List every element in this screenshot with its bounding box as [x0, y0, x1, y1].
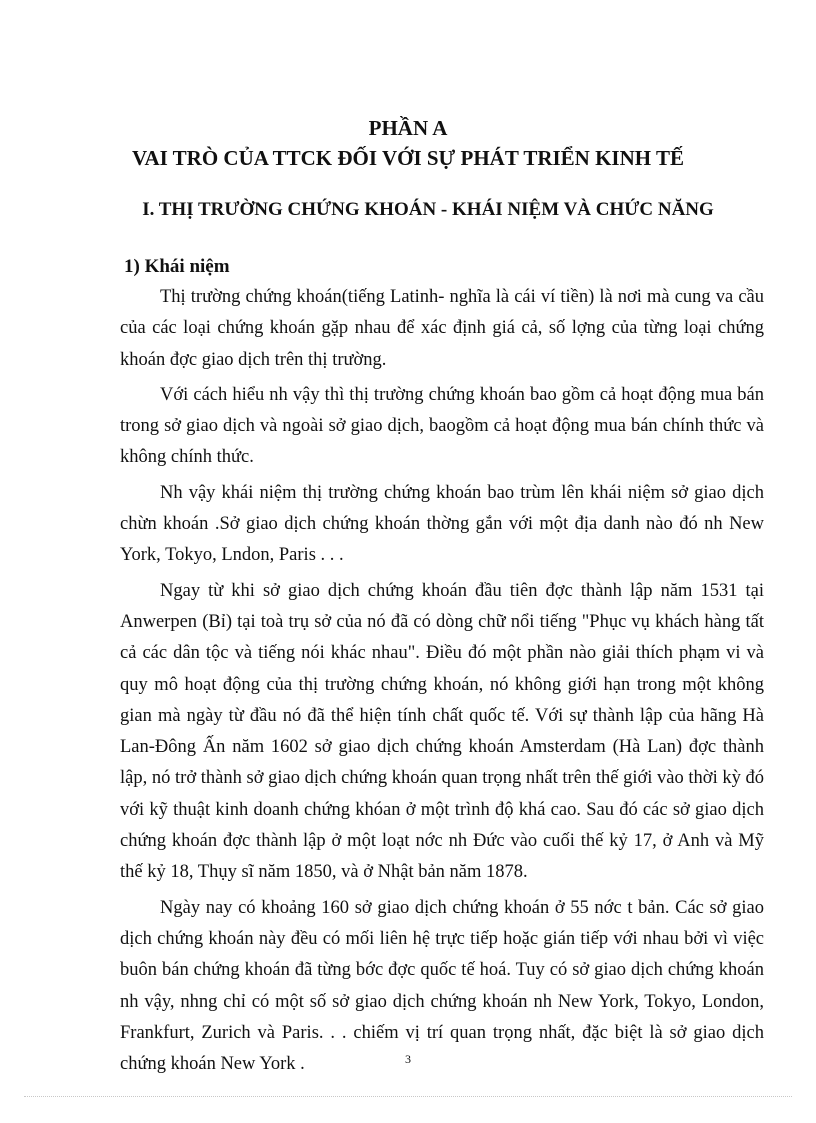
paragraph: Nh vậy khái niệm thị trường chứng khoán bao trùm lên khái niệm sở giao dịch chừn khoán .Sở giao dịch chứng khoán thờng gắn với một địa danh nào đó nh New York, Tokyo, Lndon, Paris . . . — [120, 482, 764, 566]
paragraph: Thị trường chứng khoán(tiếng Latinh- nghĩa là cái ví tiền) là nơi mà cung va cầu của các loại chứng khoán gặp nhau để xác định giá cả, số lợng của từng loại chứng khoán đợc giao dịch trên thị trường. — [120, 287, 764, 370]
body-text — [120, 282, 764, 1080]
part-subtitle: VAI TRÒ CỦA TTCK ĐỐI VỚI SỰ PHÁT TRIỂN KINH TẾ — [132, 146, 684, 170]
subsection-heading: 1) Khái niệm — [124, 256, 230, 277]
footer-divider — [24, 1096, 792, 1097]
page-number: 3 — [405, 1052, 411, 1066]
part-title: PHẦN A — [368, 116, 448, 140]
paragraph: Ngay từ khi sở giao dịch chứng khoán đầu tiên đợc thành lập năm 1531 tại Anwerpen (Bỉ) tại toà trụ sở của nó đã có dòng chữ nổi tiếng "Phục vụ khách hàng tất cả các dân tộc và tiếng nói khác nhau". Điều đó một phần nào giải thích phạm vi và quy mô hoạt động của thị trường chứng khoán, nó không giới hạn trong một không gian mà ngày từ đầu nó đã thể hiện tính chất quốc tế. Với sự thành lập của hãng Hà Lan-Đông Ấn năm 1602 sở giao dịch chứng khoán Amsterdam (Hà Lan) đợc thành lập, nó trở thành sở giao dịch chứng khoán quan trọng nhất trên thế giới vào thời kỳ đó với kỹ thuật kinh doanh chứng khóan ở một trình độ khá cao. Sau đó các sở giao dịch chứng khoán đợc thành lập ở một loạt nớc nh Đức vào cuối thế kỷ 17, ở Anh và Mỹ thế kỷ 18, Thụy sĩ năm 1850, và ở Nhật bản năm 1878. — [120, 580, 764, 883]
paragraph: Ngày nay có khoảng 160 sở giao dịch chứng khoán ở 55 nớc t bản. Các sở giao dịch chứng khoán này đều có mối liên hệ trực tiếp hoặc gián tiếp với nhau bởi vì việc buôn bán chứng khoán đã từng bớc đợc quốc tế hoá. Tuy có sở giao dịch chứng khoán nh vậy, nhng chỉ có một số sở giao dịch chứng khoán nh New York, Tokyo, London, Frankfurt, Zurich và Paris. . . chiếm vị trí quan trọng nhất, đặc biệt là sở giao dịch chứng khoán New York . — [120, 897, 764, 1075]
paragraph: Với cách hiểu nh vậy thì thị trường chứng khoán bao gồm cả hoạt động mua bán trong sở giao dịch và ngoài sở giao dịch, baogồm cả hoạt động mua bán chính thức và không chính thức. — [120, 384, 764, 468]
section-heading: I. THỊ TRƯỜNG CHỨNG KHOÁN - KHÁI NIỆM VÀ CHỨC NĂNG — [142, 199, 714, 220]
